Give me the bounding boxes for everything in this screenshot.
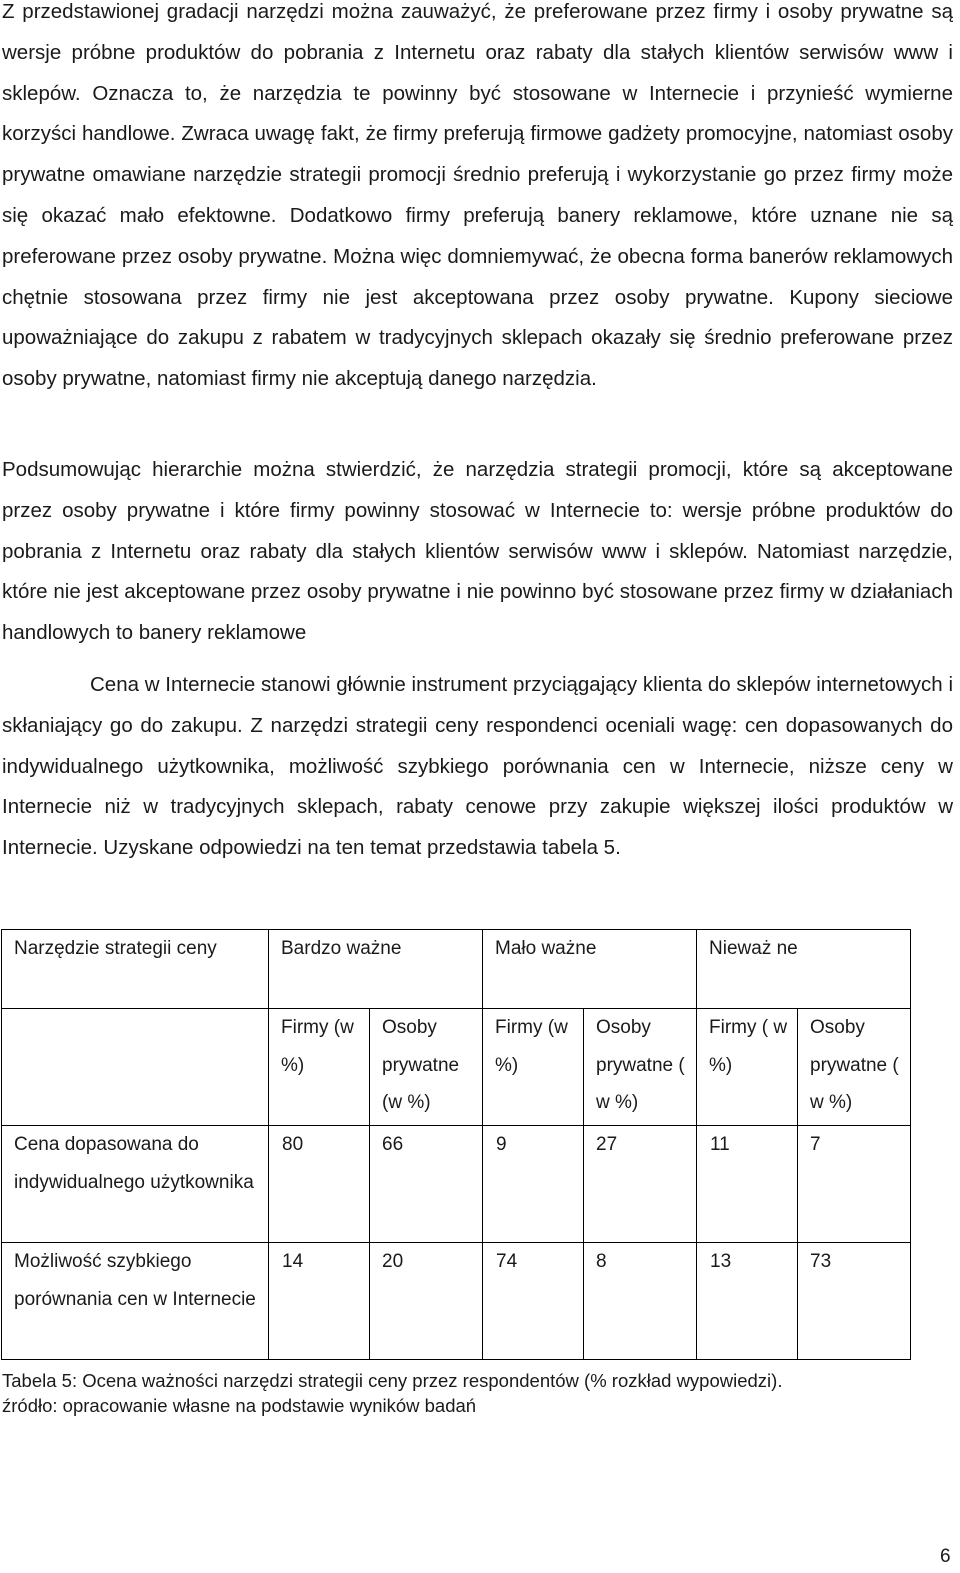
table-cell: 8 — [584, 1243, 697, 1360]
table-subheader-row — [2, 1009, 911, 1126]
table-row-label: Cena dopasowana do indywidualnego użytkownika — [2, 1126, 269, 1243]
table-subheader: Osoby prywatne ( w %) — [798, 1009, 911, 1126]
table-subheader: Firmy (w %) — [269, 1009, 370, 1126]
table-subheader: Firmy ( w %) — [697, 1009, 798, 1126]
table-group-header: Nieważ ne — [697, 930, 911, 1009]
paragraph-promotion-tools: Z przedstawionej gradacji narzędzi można zauważyć, że preferowane przez firmy i osoby prywatne są wersje próbne produktów do pobrania z Internetu oraz rabaty dla stałych klientów serwisów www i sklepów. Oznacza to, że narzędzia te powinny być stosowane w Internecie i przynieść wymierne korzyści handlowe. Zwraca uwagę fakt, że firmy preferują firmowe gadżety promocyjne, natomiast osoby prywatne omawiane narzędzie strategii promocji średnio preferują i wykorzystanie go przez firmy może się okazać mało efektowne. Dodatkowo firmy preferują banery reklamowe, które uznane nie są preferowane przez osoby prywatne. Można więc domniemywać, że obecna forma banerów reklamowych chętnie stosowana przez firmy nie jest akceptowana przez osoby prywatne. Kupony sieciowe upoważniające do zakupu z rabatem w tradycyjnych sklepach okazały się średnio preferowane przez osoby prywatne, natomiast firmy nie akceptują danego narzędzia. — [2, 0, 953, 391]
table-cell: 80 — [269, 1126, 370, 1243]
paragraph-price-strategy: Cena w Internecie stanowi głównie instrument przyciągający klienta do sklepów internetowych i skłaniający go do zakupu. Z narzędzi strategii ceny respondenci oceniali wagę: cen dopasowanych do indywidualnego użytkownika, możliwość szybkiego porównania cen w Internecie, niższe ceny w Internecie niż w tradycyjnych sklepach, rabaty cenowe przy zakupie większej ilości produktów w Internecie. Uzyskane odpowiedzi na ten temat przedstawia tabela 5. — [2, 673, 953, 860]
table-cell: 7 — [798, 1126, 911, 1243]
table-group-header: Mało ważne — [483, 930, 697, 1009]
table-cell: 9 — [483, 1126, 584, 1243]
table-row — [2, 1126, 911, 1243]
page-number: 6 — [940, 1546, 951, 1567]
table-subheader: Firmy (w %) — [483, 1009, 584, 1126]
table-cell: 73 — [798, 1243, 911, 1360]
table-source: źródło: opracowanie własne na podstawie wyników badań — [2, 1395, 477, 1416]
table-cell: 66 — [370, 1126, 483, 1243]
table-cell: 74 — [483, 1243, 584, 1360]
table-cell: 13 — [697, 1243, 798, 1360]
table-row — [2, 1243, 911, 1360]
table-caption: Tabela 5: Ocena ważności narzędzi strategii ceny przez respondentów (% rozkład wypowiedzi). — [2, 1370, 783, 1391]
table-row-label: Możliwość szybkiego porównania cen w Internecie — [2, 1243, 269, 1360]
table-cell: 14 — [269, 1243, 370, 1360]
price-strategy-table — [1, 929, 911, 1360]
table-header-label: Narzędzie strategii ceny — [2, 930, 269, 1009]
table-cell-empty — [2, 1009, 269, 1126]
table-subheader: Osoby prywatne (w %) — [370, 1009, 483, 1126]
table-cell: 27 — [584, 1126, 697, 1243]
table-cell: 20 — [370, 1243, 483, 1360]
paragraph-summary: Podsumowując hierarchie można stwierdzić, że narzędzia strategii promocji, które są akceptowane przez osoby prywatne i które firmy powinny stosować w Internecie to: wersje próbne produktów do pobrania z Internetu oraz rabaty dla stałych klientów serwisów www i sklepów. Natomiast narzędzie, które nie jest akceptowane przez osoby prywatne i nie powinno być stosowane przez firmy w działaniach handlowych to banery reklamowe — [2, 458, 953, 645]
table-subheader: Osoby prywatne ( w %) — [584, 1009, 697, 1126]
table-group-header: Bardzo ważne — [269, 930, 483, 1009]
table-header-row — [2, 930, 911, 1009]
table-cell: 11 — [697, 1126, 798, 1243]
